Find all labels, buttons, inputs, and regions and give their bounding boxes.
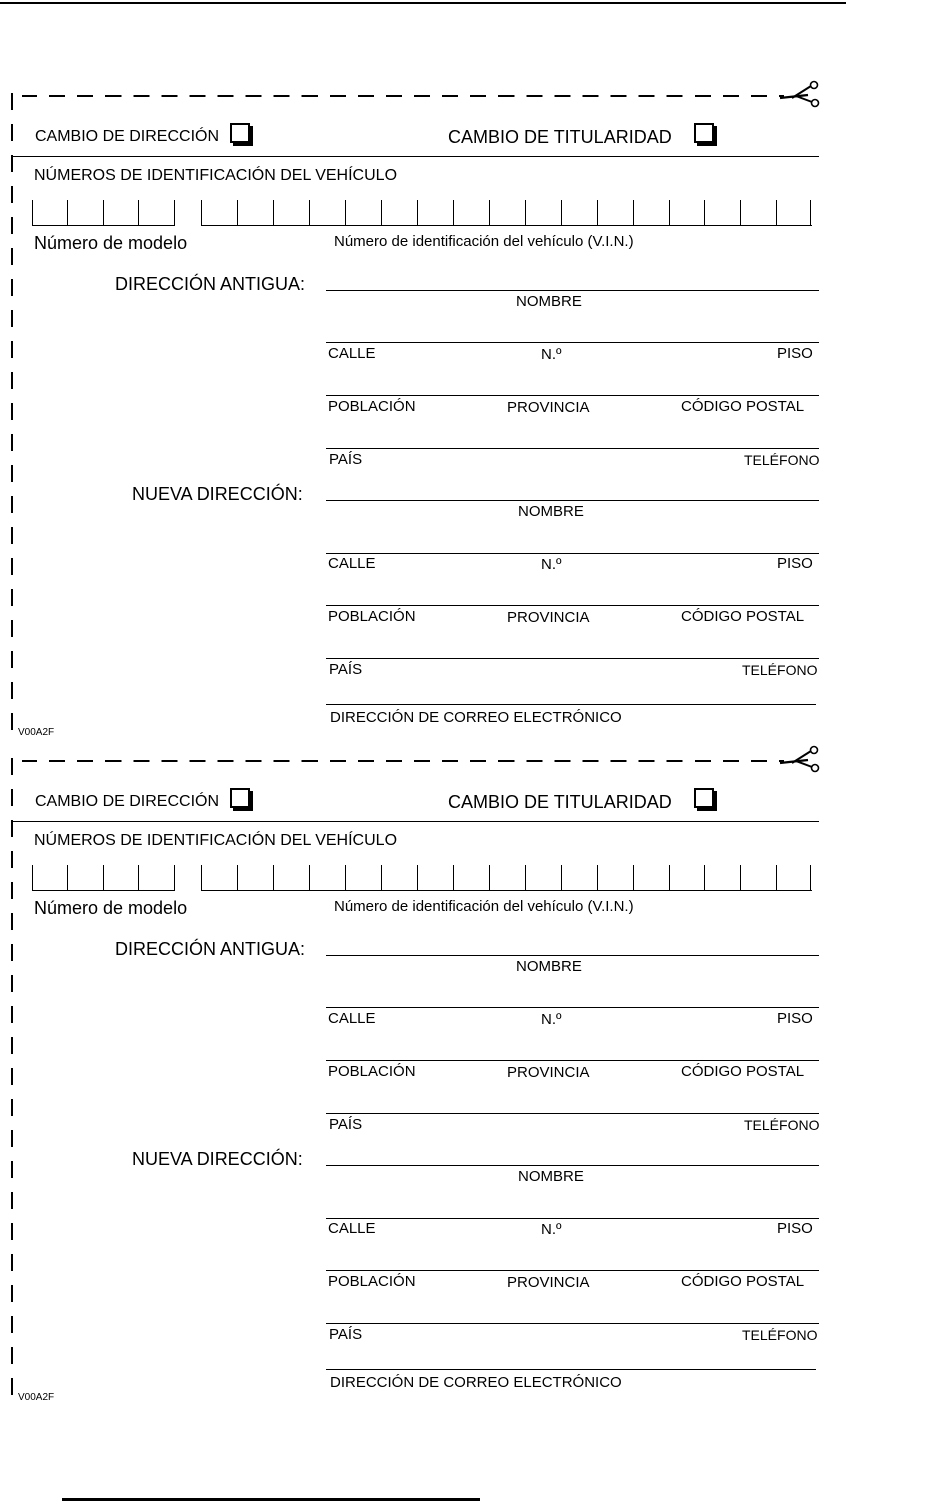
correo-line[interactable] bbox=[326, 704, 816, 705]
new-nombre-label: NOMBRE bbox=[518, 503, 584, 520]
form-code: V00A2F bbox=[18, 727, 55, 738]
numero-vin-label: Número de identificación del vehículo (V.I.N.) bbox=[334, 898, 634, 915]
correo-label: DIRECCIÓN DE CORREO ELECTRÓNICO bbox=[330, 709, 622, 726]
new-codigo-postal-label: CÓDIGO POSTAL bbox=[681, 1273, 805, 1290]
cambio-titularidad-label: CAMBIO DE TITULARIDAD bbox=[448, 127, 672, 147]
new-pais-line[interactable] bbox=[326, 1323, 819, 1324]
old-poblacion-label: POBLACIÓN bbox=[328, 398, 416, 415]
old-telefono-label: TELÉFONO bbox=[744, 1117, 820, 1133]
new-provincia-label: PROVINCIA bbox=[507, 1274, 590, 1291]
new-telefono-label: TELÉFONO bbox=[742, 1327, 818, 1343]
old-pais-label: PAÍS bbox=[329, 1116, 363, 1133]
numeros-identificacion-heading: NÚMEROS DE IDENTIFICACIÓN DEL VEHÍCULO bbox=[34, 167, 398, 184]
correo-label: DIRECCIÓN DE CORREO ELECTRÓNICO bbox=[330, 1374, 622, 1391]
model-number-field[interactable] bbox=[32, 865, 175, 891]
old-pais-line[interactable] bbox=[326, 448, 819, 449]
old-codigo-postal-label: CÓDIGO POSTAL bbox=[681, 398, 805, 415]
divider bbox=[12, 821, 819, 822]
old-provincia-label: PROVINCIA bbox=[507, 399, 590, 416]
old-piso-label: PISO bbox=[777, 1010, 813, 1027]
old-nombre-line[interactable] bbox=[326, 290, 819, 291]
new-calle-label: CALLE bbox=[328, 555, 376, 572]
nueva-direccion-label: NUEVA DIRECCIÓN: bbox=[132, 1149, 303, 1169]
new-nombre-line[interactable] bbox=[326, 1165, 819, 1166]
old-nombre-label: NOMBRE bbox=[516, 958, 582, 975]
new-piso-label: PISO bbox=[777, 1220, 813, 1237]
new-pais-label: PAÍS bbox=[329, 661, 363, 678]
cambio-direccion-label: CAMBIO DE DIRECCIÓN bbox=[35, 793, 220, 810]
old-numero-label: N.º bbox=[541, 1011, 562, 1028]
old-numero-label: N.º bbox=[541, 346, 562, 363]
numero-modelo-label: Número de modelo bbox=[34, 898, 188, 918]
numeros-identificacion-heading: NÚMEROS DE IDENTIFICACIÓN DEL VEHÍCULO bbox=[34, 832, 398, 849]
scissors-icon bbox=[778, 78, 822, 108]
new-calle-label: CALLE bbox=[328, 1220, 376, 1237]
correo-line[interactable] bbox=[326, 1369, 816, 1370]
old-nombre-line[interactable] bbox=[326, 955, 819, 956]
form-code: V00A2F bbox=[18, 1392, 55, 1403]
old-calle-label: CALLE bbox=[328, 1010, 376, 1027]
new-pais-line[interactable] bbox=[326, 658, 819, 659]
old-calle-line[interactable] bbox=[326, 342, 819, 343]
numero-vin-label: Número de identificación del vehículo (V.I.N.) bbox=[334, 233, 634, 250]
old-calle-label: CALLE bbox=[328, 345, 376, 362]
scissors-icon bbox=[778, 743, 822, 773]
old-poblacion-label: POBLACIÓN bbox=[328, 1063, 416, 1080]
old-provincia-label: PROVINCIA bbox=[507, 1064, 590, 1081]
model-number-field[interactable] bbox=[32, 200, 175, 226]
direccion-antigua-label: DIRECCIÓN ANTIGUA: bbox=[115, 274, 306, 294]
old-codigo-postal-label: CÓDIGO POSTAL bbox=[681, 1063, 805, 1080]
new-poblacion-label: POBLACIÓN bbox=[328, 608, 416, 625]
new-nombre-line[interactable] bbox=[326, 500, 819, 501]
vin-field[interactable] bbox=[201, 200, 812, 226]
old-piso-label: PISO bbox=[777, 345, 813, 362]
old-pais-label: PAÍS bbox=[329, 451, 363, 468]
new-pais-label: PAÍS bbox=[329, 1326, 363, 1343]
old-pais-line[interactable] bbox=[326, 1113, 819, 1114]
new-calle-line[interactable] bbox=[326, 553, 819, 554]
new-codigo-postal-label: CÓDIGO POSTAL bbox=[681, 608, 805, 625]
cut-line-horizontal bbox=[22, 95, 784, 97]
nueva-direccion-label: NUEVA DIRECCIÓN: bbox=[132, 484, 303, 504]
tear-off-form-1 bbox=[0, 68, 950, 738]
cambio-direccion-label: CAMBIO DE DIRECCIÓN bbox=[35, 128, 220, 145]
cambio-titularidad-checkbox[interactable] bbox=[694, 123, 714, 143]
cut-line-horizontal bbox=[22, 760, 784, 762]
new-poblacion-line[interactable] bbox=[326, 605, 819, 606]
old-telefono-label: TELÉFONO bbox=[744, 452, 820, 468]
new-nombre-label: NOMBRE bbox=[518, 1168, 584, 1185]
new-telefono-label: TELÉFONO bbox=[742, 662, 818, 678]
cambio-direccion-checkbox[interactable] bbox=[230, 123, 250, 143]
new-piso-label: PISO bbox=[777, 555, 813, 572]
cambio-direccion-checkbox[interactable] bbox=[230, 788, 250, 808]
old-calle-line[interactable] bbox=[326, 1007, 819, 1008]
new-poblacion-label: POBLACIÓN bbox=[328, 1273, 416, 1290]
old-poblacion-line[interactable] bbox=[326, 1060, 819, 1061]
tear-off-form-2 bbox=[0, 733, 950, 1403]
direccion-antigua-label: DIRECCIÓN ANTIGUA: bbox=[115, 939, 306, 959]
new-numero-label: N.º bbox=[541, 1221, 562, 1238]
new-poblacion-line[interactable] bbox=[326, 1270, 819, 1271]
bottom-rule bbox=[62, 1498, 480, 1501]
new-numero-label: N.º bbox=[541, 556, 562, 573]
old-poblacion-line[interactable] bbox=[326, 395, 819, 396]
cut-line-vertical bbox=[11, 758, 13, 1398]
numero-modelo-label: Número de modelo bbox=[34, 233, 188, 253]
cut-line-vertical bbox=[11, 93, 13, 733]
old-nombre-label: NOMBRE bbox=[516, 293, 582, 310]
top-rule bbox=[0, 2, 846, 4]
cambio-titularidad-label: CAMBIO DE TITULARIDAD bbox=[448, 792, 672, 812]
cambio-titularidad-checkbox[interactable] bbox=[694, 788, 714, 808]
new-provincia-label: PROVINCIA bbox=[507, 609, 590, 626]
divider bbox=[12, 156, 819, 157]
new-calle-line[interactable] bbox=[326, 1218, 819, 1219]
vin-field[interactable] bbox=[201, 865, 812, 891]
